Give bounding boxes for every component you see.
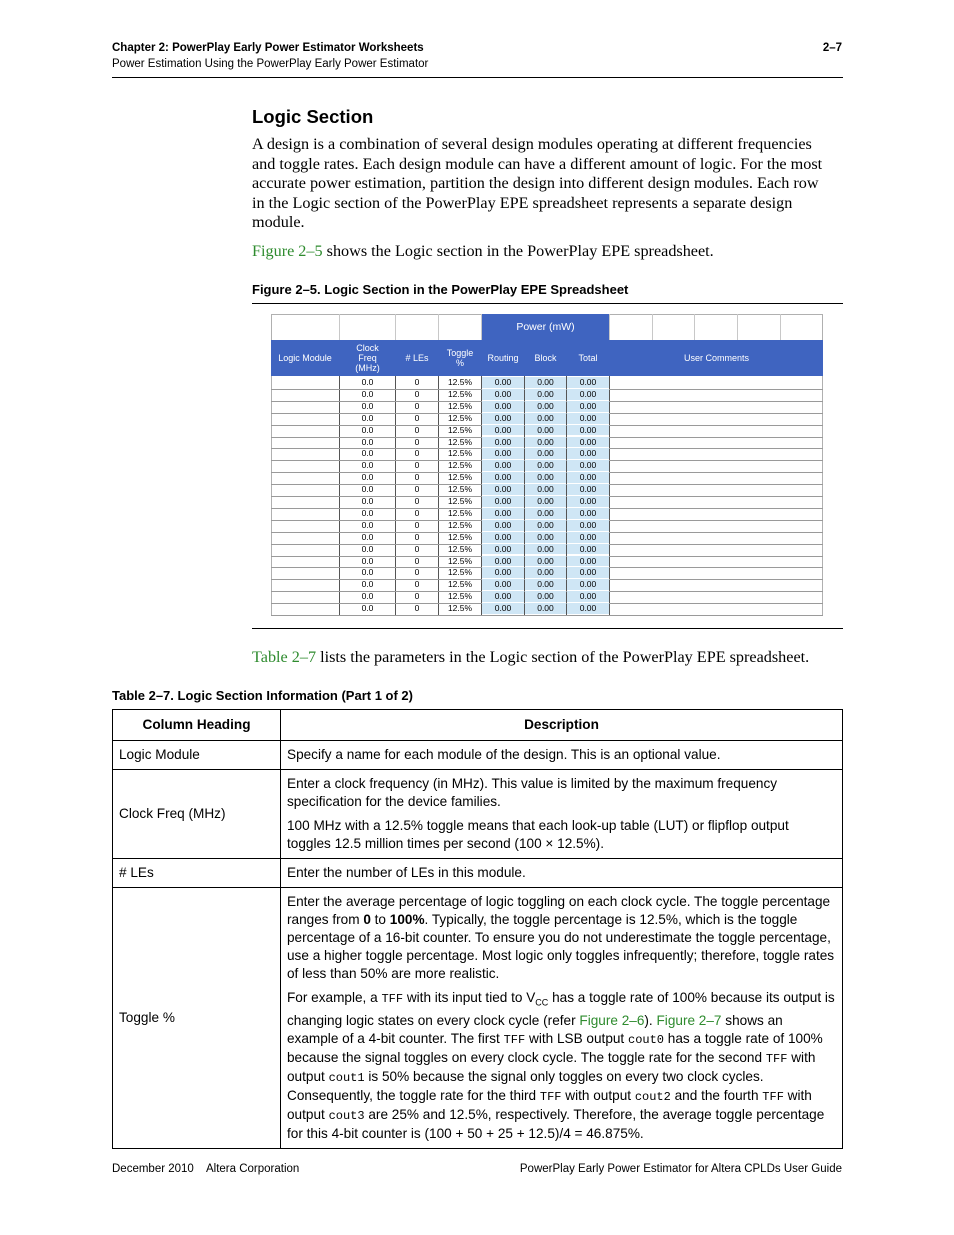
spreadsheet-cell: 0.00 — [567, 377, 609, 388]
spreadsheet-cell: 0 — [414, 531, 420, 542]
spreadsheet-cell: 0.00 — [567, 389, 609, 400]
spreadsheet-cell: 12.5% — [447, 412, 473, 423]
spreadsheet-cell: 12.5% — [447, 519, 473, 530]
table-row — [113, 741, 843, 770]
col-header-block: Block — [534, 353, 557, 363]
spreadsheet-cell: 0.00 — [482, 508, 524, 519]
spreadsheet-cell: 0.00 — [482, 448, 524, 459]
spreadsheet-cell: 0.00 — [567, 496, 609, 507]
row-description — [281, 888, 843, 1149]
spreadsheet-cell: 12.5% — [447, 591, 473, 602]
spreadsheet-cell: 0.00 — [525, 520, 566, 531]
toggle-description-1: Enter the average percentage of logic toggling on each clock cycle. The toggle percentage ranges from 0 to 100%. Typically, the toggle percentage is 12.5%, which is the toggle percentage of a 16-bit counter. To ensure you do not underestimate the toggle percentage, use a higher toggle percentage. Most logic only toggles infrequently; therefore, toggle rates of less than 50% are more realistic. — [287, 894, 835, 981]
spreadsheet-cell: 0.0 — [361, 388, 374, 399]
column-heading-header: Column Heading — [113, 710, 281, 741]
spreadsheet-cell: 0.00 — [482, 460, 524, 471]
footer-date-company: December 2010 Altera Corporation — [112, 1163, 300, 1175]
spreadsheet-cell: 0.0 — [361, 484, 374, 495]
spreadsheet-cell: 0.00 — [525, 508, 566, 519]
spreadsheet-cell: 0.0 — [361, 519, 374, 530]
spreadsheet-cell: 0.00 — [525, 389, 566, 400]
spreadsheet-cell: 0.00 — [482, 544, 524, 555]
row-heading: Logic Module — [113, 741, 281, 770]
spreadsheet-cell: 0.00 — [567, 520, 609, 531]
toggle-description-2: For example, a TFF with its input tied to $V_{CC}$ has a toggle rate of 100% because its output is changing logic states on every clock cycle (refer Figure 2–6). Figure 2–7 shows an example of a 4-bit counter. The first TFF with LSB output cout0 has a toggle rate of 100% because the signal toggles on every clock cycle. The toggle rate for the second TFF with output cout1 is 50% because the signal only toggles on every two clock cycles. Consequently, the toggle rate for the third TFF with output cout2 and the fourth TFF with output cout3 are 25% and 12.5%, respectively. Therefore, the average toggle percentage for this 4-bit counter is (100 + 50 + 25 + 12.5)/4 = 46.875%. — [287, 990, 835, 1141]
spreadsheet-cell: 0.0 — [361, 579, 374, 590]
spreadsheet-cell: 0.00 — [482, 484, 524, 495]
spreadsheet-cell: 0.00 — [482, 556, 524, 567]
spreadsheet-cell: 0 — [414, 507, 420, 518]
spreadsheet-cell: 0.00 — [482, 496, 524, 507]
spreadsheet-cell: 0.0 — [361, 496, 374, 506]
spreadsheet-cell: 0.00 — [567, 413, 609, 424]
spreadsheet-cell: 0.0 — [361, 543, 374, 554]
table-row — [113, 770, 843, 859]
description-text: 100 MHz with a 12.5% toggle means that each look-up table (LUT) or flipflop output toggles 12.5 million times per second (100 × 12.5%). — [287, 818, 789, 851]
description-text: Enter the number of LEs in this module. — [287, 865, 526, 880]
spreadsheet-cell: 0.00 — [525, 377, 566, 388]
row-description — [281, 770, 843, 859]
logic-section-info-table — [112, 709, 843, 1149]
spreadsheet-cell: 0.00 — [567, 603, 609, 614]
spreadsheet-cell: 0.00 — [482, 401, 524, 412]
table-header-row — [113, 710, 843, 741]
spreadsheet-cell: 0.00 — [525, 401, 566, 412]
col-header-clock-freq: Clock Freq (MHz) — [355, 343, 380, 373]
spreadsheet-cell: 0.00 — [567, 484, 609, 495]
spreadsheet-cell: 0.00 — [525, 532, 566, 543]
footer-guide-title: PowerPlay Early Power Estimator for Altera CPLDs User Guide — [519, 1163, 842, 1175]
spreadsheet-cell: 0 — [414, 591, 420, 602]
spreadsheet-cell: 12.5% — [447, 388, 473, 399]
spreadsheet-cell: 0.00 — [525, 556, 566, 567]
spreadsheet-cell: 0.00 — [482, 377, 524, 388]
spreadsheet-cell: 0.00 — [567, 437, 609, 448]
spreadsheet-cell: 0.00 — [482, 579, 524, 590]
spreadsheet-cell: 0.00 — [482, 425, 524, 436]
spreadsheet-cell: 12.5% — [447, 484, 473, 495]
spreadsheet-cell: 12.5% — [447, 472, 473, 483]
spreadsheet-cell: 0 — [414, 424, 420, 435]
spreadsheet-cell: 0.0 — [361, 424, 374, 435]
col-header-total: Total — [578, 353, 598, 363]
spreadsheet-cell: 0.0 — [361, 436, 374, 447]
spreadsheet-cell: 0.00 — [525, 579, 566, 590]
spreadsheet-cell: 0.0 — [361, 591, 374, 602]
table-row — [113, 888, 843, 1149]
spreadsheet-cell: 0.00 — [525, 472, 566, 483]
spreadsheet-cell: 12.5% — [447, 377, 473, 387]
spreadsheet-cell: 0 — [414, 555, 420, 566]
figure-top-rule — [252, 303, 843, 304]
table-row — [113, 859, 843, 888]
figure-reference-text: shows the Logic section in the PowerPlay EPE spreadsheet. — [322, 242, 714, 260]
figure-2-7-link[interactable]: Figure 2–7 — [656, 1012, 722, 1028]
spreadsheet-cell: 0 — [414, 579, 420, 590]
spreadsheet-cell: 0.00 — [525, 460, 566, 471]
spreadsheet-cell: 0 — [414, 448, 420, 459]
spreadsheet-cell: 0.0 — [361, 460, 374, 471]
description-header: Description — [281, 710, 843, 741]
spreadsheet-cell: 0 — [414, 460, 420, 471]
col-header-user-comments: User Comments — [683, 353, 749, 363]
spreadsheet-cell: 0.00 — [482, 437, 524, 448]
row-heading: Clock Freq (MHz) — [113, 770, 281, 859]
spreadsheet-cell: 0.0 — [361, 448, 374, 459]
page-number: 2–7 — [822, 42, 842, 54]
spreadsheet-cell: 12.5% — [447, 448, 473, 459]
description-text: Specify a name for each module of the design. This is an optional value. — [287, 747, 721, 762]
spreadsheet-cell: 0.00 — [567, 532, 609, 543]
spreadsheet-cell: 0.00 — [525, 425, 566, 436]
spreadsheet-cell: 12.5% — [447, 460, 473, 471]
section-title: Logic Section — [252, 106, 374, 127]
intro-paragraph: A design is a combination of several design modules operating at different frequencies and toggle rates. Each design module can have a different amount of logic. For the most accurate power estimation, partition the design into different design modules. Each row in the Logic section of the PowerPlay EPE spreadsheet represents a separate design module. — [252, 135, 823, 232]
spreadsheet-cell: 0.00 — [525, 544, 566, 555]
spreadsheet-cell: 0.00 — [525, 448, 566, 459]
table-2-7-link[interactable]: Table 2–7 — [252, 648, 317, 666]
spreadsheet-cell: 0.00 — [525, 603, 566, 614]
figure-2-5-link[interactable]: Figure 2–5 — [252, 242, 323, 260]
spreadsheet-cell: 0 — [414, 567, 420, 578]
spreadsheet-cell: 0.00 — [525, 437, 566, 448]
spreadsheet-cell: 0.0 — [361, 472, 374, 483]
spreadsheet-cell: 0.0 — [361, 400, 374, 411]
spreadsheet-cell: 12.5% — [447, 543, 473, 554]
figure-reference-paragraph — [252, 242, 832, 262]
spreadsheet-cell: 0 — [414, 377, 420, 387]
row-heading: Toggle % — [113, 888, 281, 1149]
spreadsheet-cell: 0 — [414, 519, 420, 530]
spreadsheet-cell: 12.5% — [447, 400, 473, 411]
running-header-chapter: Chapter 2: PowerPlay Early Power Estimator Worksheets — [112, 42, 424, 54]
spreadsheet-cell: 12.5% — [447, 507, 473, 518]
logic-spreadsheet-figure — [271, 314, 823, 616]
figure-caption: Figure 2–5. Logic Section in the PowerPlay EPE Spreadsheet — [252, 282, 629, 297]
table-reference-paragraph — [252, 648, 852, 668]
spreadsheet-cell: 0.00 — [482, 567, 524, 578]
spreadsheet-cell: 12.5% — [447, 531, 473, 542]
spreadsheet-cell: 0.00 — [567, 567, 609, 578]
spreadsheet-cell: 0 — [414, 412, 420, 423]
spreadsheet-cell: 0.0 — [361, 555, 374, 566]
spreadsheet-cell: 0.00 — [482, 591, 524, 602]
spreadsheet-cell: 12.5% — [447, 579, 473, 590]
spreadsheet-cell: 0.00 — [567, 579, 609, 590]
col-header-les: # LEs — [405, 353, 429, 363]
spreadsheet-cell: 12.5% — [447, 603, 473, 614]
spreadsheet-cell: 0 — [414, 484, 420, 495]
col-header-logic-module: Logic Module — [278, 353, 332, 363]
spreadsheet-cell: 0.00 — [567, 448, 609, 459]
spreadsheet-cell: 12.5% — [447, 436, 473, 447]
spreadsheet-cell: 0.00 — [525, 567, 566, 578]
spreadsheet-cell: 0.0 — [361, 603, 374, 614]
table-reference-text: lists the parameters in the Logic section of the PowerPlay EPE spreadsheet. — [316, 648, 810, 666]
spreadsheet-row-line — [271, 615, 823, 616]
figure-2-6-link[interactable]: Figure 2–6 — [579, 1012, 645, 1028]
spreadsheet-cell: 12.5% — [447, 555, 473, 566]
spreadsheet-cell: 0.0 — [361, 507, 374, 518]
spreadsheet-cell: 0.00 — [525, 496, 566, 507]
description-text: Enter a clock frequency (in MHz). This value is limited by the maximum frequency specification for the device families. — [287, 776, 778, 809]
spreadsheet-cell: 12.5% — [447, 424, 473, 435]
table-caption: Table 2–7. Logic Section Information (Part 1 of 2) — [112, 688, 413, 703]
spreadsheet-cell: 0.00 — [567, 591, 609, 602]
spreadsheet-cell: 0.00 — [482, 603, 524, 614]
spreadsheet-cell: 0.0 — [361, 377, 374, 387]
spreadsheet-cell: 0 — [414, 496, 420, 506]
row-heading: # LEs — [113, 859, 281, 888]
spreadsheet-cell: 0.00 — [482, 389, 524, 400]
spreadsheet-cell: 0.0 — [361, 531, 374, 542]
row-description — [281, 859, 843, 888]
spreadsheet-cell: 0.00 — [525, 484, 566, 495]
spreadsheet-cell: 0.00 — [567, 425, 609, 436]
spreadsheet-cell: 0 — [414, 543, 420, 554]
spreadsheet-cell: 0.00 — [525, 591, 566, 602]
spreadsheet-cell: 12.5% — [447, 567, 473, 578]
figure-bottom-rule — [252, 628, 843, 629]
header-rule — [112, 77, 843, 78]
spreadsheet-cell: 0.00 — [567, 544, 609, 555]
spreadsheet-cell: 0.00 — [567, 556, 609, 567]
spreadsheet-cell: 0.00 — [482, 520, 524, 531]
running-header-subtitle: Power Estimation Using the PowerPlay Early Power Estimator — [112, 58, 429, 70]
row-description — [281, 741, 843, 770]
spreadsheet-cell: 0 — [414, 603, 420, 614]
spreadsheet-cell: 0.0 — [361, 412, 374, 423]
spreadsheet-cell: 0.00 — [567, 472, 609, 483]
col-header-toggle: Toggle % — [446, 348, 474, 368]
spreadsheet-cell: 0.0 — [361, 567, 374, 578]
spreadsheet-cell: 0.00 — [567, 401, 609, 412]
spreadsheet-cell: 0.00 — [525, 413, 566, 424]
spreadsheet-cell: 0 — [414, 436, 420, 447]
spreadsheet-cell: 0 — [414, 388, 420, 399]
spreadsheet-cell: 0 — [414, 472, 420, 483]
spreadsheet-cell: 0.00 — [482, 532, 524, 543]
col-header-routing: Routing — [487, 353, 519, 363]
spreadsheet-cell: 12.5% — [447, 496, 473, 506]
spreadsheet-cell: 0.00 — [482, 472, 524, 483]
spreadsheet-cell: 0.00 — [567, 508, 609, 519]
spreadsheet-cell: 0.00 — [482, 413, 524, 424]
spreadsheet-cell: 0 — [414, 400, 420, 411]
power-mw-header: Power (mW) — [482, 314, 609, 340]
spreadsheet-cell: 0.00 — [567, 460, 609, 471]
